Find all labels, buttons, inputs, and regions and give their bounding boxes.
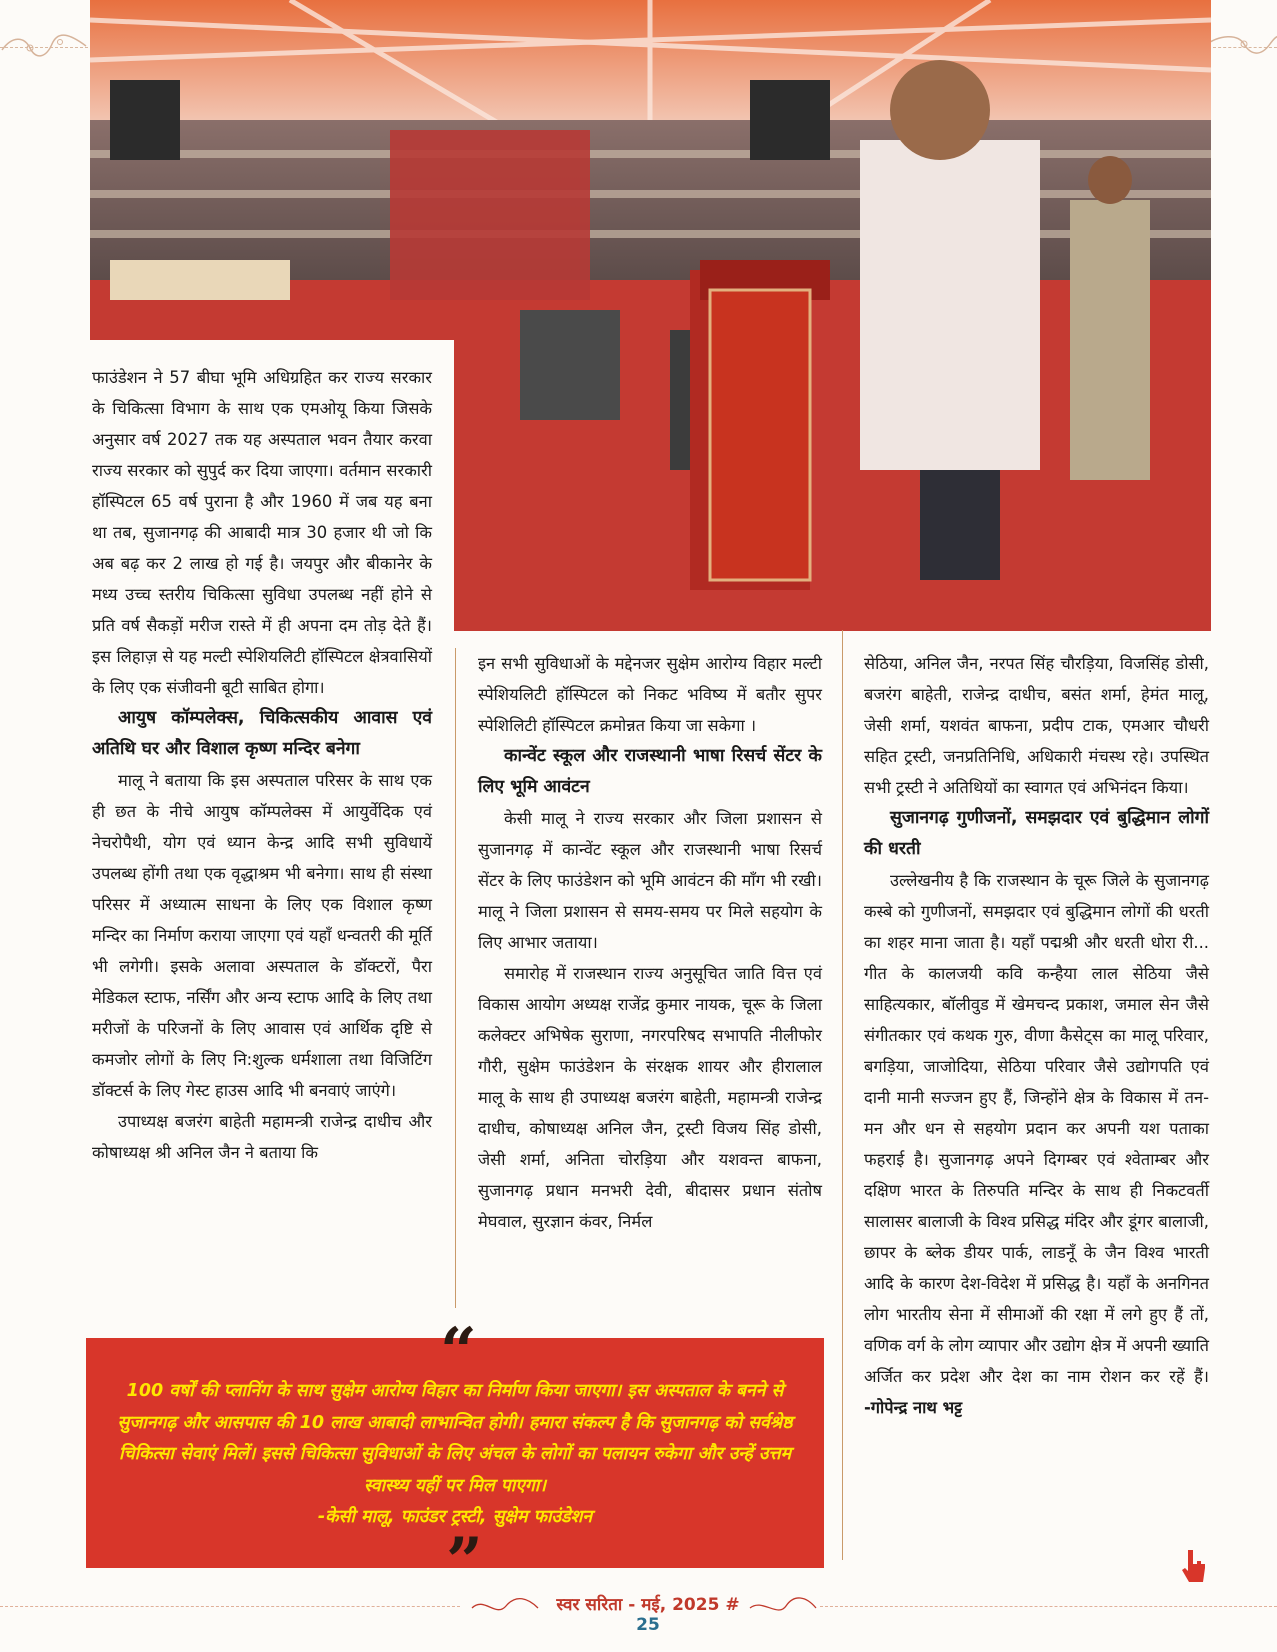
paragraph: समारोह में राजस्थान राज्य अनुसूचित जाति वित्त एवं विकास आयोग अध्यक्ष राजेंद्र कुमार नायक, चूरू के जिला कलेक्टर अभिषेक सुराणा, नगरपरिषद सभापति नीलीफोर गौरी, सुक्षेम फाउंडेशन के संरक्षक शायर और हीरालाल मालू के साथ ही उपाध्यक्ष बजरंग बाहेती, महामन्त्री राजेन्द्र दाधीच, कोषाध्यक्ष अनिल जैन, ट्रस्टी विजय सिंह डोसी, जेसी शर्मा, अनिता चोरड़िया और यशवन्त बाफना, सुजानगढ़ प्रधान मनभरी देवी, बीदासर प्रधान संतोष मेघवाल, सुरज्ञान कंवर, निर्मल (478, 964, 822, 1231)
paragraph: केसी मालू ने राज्य सरकार और जिला प्रशासन से सुजानगढ़ में कान्वेंट स्कूल और राजस्थानी भाषा रिसर्च सेंटर के लिए फाउंडेशन को भूमि आवंटन की माँग भी रखी। मालू ने जिला प्रशासन से समय-समय पर मिले सहयोग के लिए आभार जताया। (478, 809, 822, 952)
paragraph: सेठिया, अनिल जैन, नरपत सिंह चौरड़िया, विजसिंह डोसी, बजरंग बाहेती, राजेन्द्र दाधीच, बसंत शर्मा, हेमंत मालू, जेसी शर्मा, यशवंत बाफना, प्रदीप टाक, एमआर चौधरी सहित ट्रस्टी, जनप्रतिनिधि, अधिकारी मंचस्थ रहे। उपस्थित सभी ट्रस्टी ने अतिथियों का स्वागत एवं अभिनंदन किया। (864, 654, 1209, 797)
page-footer (0, 1590, 1277, 1635)
paragraph: इन सभी सुविधाओं के मद्देनजर सुक्षेम आरोग्य विहार मल्टी स्पेशियलिटी हॉस्पिटल को निकट भविष्य में बतौर सुपर स्पेशिलिटी हॉस्पिटल क्रमोन्नत किया जा सकेगा । (478, 654, 822, 735)
ornament-flourish-icon (1200, 30, 1277, 64)
page-number: 25 (636, 1615, 660, 1635)
article-column-3 (864, 648, 1209, 1423)
ornament-flourish-icon (470, 1594, 540, 1620)
ornament-flourish-icon (748, 1594, 818, 1620)
magazine-name: स्वर सरिता (556, 1595, 623, 1615)
paragraph: फाउंडेशन ने 57 बीघा भूमि अधिग्रहित कर राज्य सरकार के चिकित्सा विभाग के साथ एक एमओयू किया जिसके अनुसार वर्ष 2027 तक यह अस्पताल भवन तैयार करवा राज्य सरकार को सुपुर्द कर दिया जाएगा। वर्तमान सरकारी हॉस्पिटल 65 वर्ष पुराना है और 1960 में जब यह बना था तब, सुजानगढ़ की आबादी मात्र 30 हजार थी जो कि अब बढ़ कर 2 लाख हो गई है। जयपुर और बीकानेर के मध्य उच्च स्तरीय चिकित्सा सुविधा उपलब्ध नहीं होने से प्रति वर्ष सैकड़ों मरीज रास्ते में ही अपना दम तोड़ देते हैं। इस लिहाज़ से यह मल्टी स्पेशियलिटी हॉस्पिटल क्षेत्रवासियों के लिए एक संजीवनी बूटी साबित होगा। (92, 368, 432, 697)
footer-text (548, 1592, 748, 1635)
column-divider (842, 630, 843, 1560)
close-quote-mark: ” (446, 1524, 483, 1599)
column-divider (455, 648, 456, 1308)
pull-quote-text (106, 1376, 804, 1534)
quote-author: -केसी मालू, फाउंडर ट्रस्टी, सुक्षेम फाउंडेशन (317, 1507, 593, 1527)
paragraph: मालू ने बताया कि इस अस्पताल परिसर के साथ एक ही छत के नीचे आयुष कॉम्पलेक्स में आयुर्वेदिक एवं नेचरोपैथी, योग एवं ध्यान केन्द्र आदि सभी सुविधायें उपलब्ध होंगी तथा एक वृद्धाश्रम भी बनेगा। साथ ही संस्था परिसर में अध्यात्म साधना के लिए एक विशाल कृष्ण मन्दिर का निर्माण कराया जाएगा एवं यहाँ धन्वतरी की मूर्ति भी लगेगी। इसके अलावा अस्पताल के डॉक्टरों, पैरा मेडिकल स्टाफ, नर्सिंग और अन्य स्टाफ आदि के लिए तथा मरीजों के परिजनों के लिए आवास एवं आर्थिक दृष्टि से कमजोर लोगों के लिए नि:शुल्क धर्मशाला तथा विजिटिंग डॉक्टर्स के लिए गेस्ट हाउस आदि भी बनवाएं जाएंगे। (92, 771, 432, 1100)
paragraph (864, 865, 1209, 1423)
section-heading: आयुष कॉम्पलेक्स, चिकित्सकीय आवास एवं अतिथि घर और विशाल कृष्ण मन्दिर बनेगा (92, 708, 432, 759)
byline: -गोपेन्द्र नाथ भट्ट (864, 1398, 963, 1417)
quote-body: 100 वर्षों की प्लानिंग के साथ सुक्षेम आरोग्य विहार का निर्माण किया जाएगा। इस अस्पताल के बनने से सुजानगढ़ और आसपास की 10 लाख आबादी लाभान्वित होगी। हमारा संकल्प है कि सुजानगढ़ को सर्वश्रेष्ठ चिकित्सा सेवाएं मिलें। इससे चिकित्सा सुविधाओं के लिए अंचल के लोगों का पलायन रुकेगा और उन्हें उत्तम स्वास्थ्य यहीं पर मिल पाएगा। (117, 1381, 793, 1496)
open-quote-mark: “ (440, 1314, 477, 1389)
footer-rule-left (0, 1606, 460, 1607)
footer-separator: - (628, 1595, 636, 1615)
paragraph: उपाध्यक्ष बजरंग बाहेती महामन्त्री राजेन्द्र दाधीच और कोषाध्यक्ष श्री अनिल जैन ने बताया कि (92, 1112, 432, 1162)
ornament-flourish-icon (0, 30, 90, 64)
issue-date: मई, 2025 (641, 1595, 720, 1615)
article-column-1 (92, 362, 432, 1168)
section-heading: कान्वेंट स्कूल और राजस्थानी भाषा रिसर्च सेंटर के लिए भूमि आवंटन (478, 746, 822, 797)
article-column-2 (478, 648, 822, 1237)
section-heading: सुजानगढ़ गुणीजनों, समझदार एवं बुद्धिमान लोगों की धरती (864, 808, 1209, 859)
pointing-hand-icon (1180, 1548, 1210, 1584)
footer-rule-right (820, 1606, 1277, 1607)
hash-sign: # (725, 1595, 740, 1615)
paragraph-text: उल्लेखनीय है कि राजस्थान के चूरू जिले के सुजानगढ़ कस्बे को गुणीजनों, समझदार एवं बुद्धिमान लोगों की धरती का शहर माना जाता है। यहाँ पद्मश्री और धरती धोरा री... गीत के कालजयी कवि कन्हैया लाल सेठिया जैसे साहित्यकार, बॉलीवुड में खेमचन्द प्रकाश, जमाल सेन जैसे संगीतकार एवं कथक गुरु, वीणा कैसेट्स का मालू परिवार, बगड़िया, जाजोदिया, सेठिया परिवार जैसे उद्योगपति एवं दानी मानी सज्जन हुए हैं, जिन्होंने क्षेत्र के विकास में तन-मन और धन से सहयोग प्रदान कर अपनी यश पताका फहराई है। सुजानगढ़ अपने दिगम्बर एवं श्वेताम्बर और दक्षिण भारत के तिरुपति मन्दिर के साथ ही निकटवर्ती सालासर बालाजी के विश्व प्रसिद्ध मंदिर और डूंगर बालाजी, छापर के ब्लेक डीयर पार्क, लाडनूँ के जैन विश्व भारती आदि के कारण देश-विदेश में प्रसिद्ध है। यहाँ के अनगिनत लोग भारतीय सेना में सीमाओं की रक्षा में लगे हुए हैं तों, वणिक वर्ग के लोग व्यापार और उद्योग क्षेत्र में अपनी ख्याति अर्जित कर प्रदेश और देश का नाम रोशन कर रहें हैं। (864, 871, 1209, 1386)
